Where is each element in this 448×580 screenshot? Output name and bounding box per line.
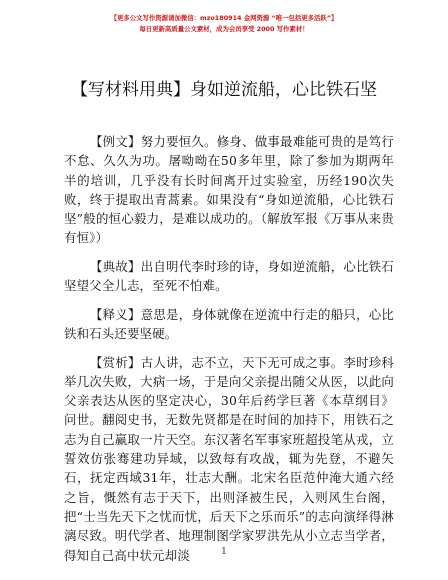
header-promo-line-2: 每日更新高质量公文素材，成为会员享受 2000 写作素材！ xyxy=(139,25,309,33)
paragraph-example xyxy=(64,132,394,248)
paragraph-label: 【例文】 xyxy=(90,134,141,149)
paragraph-appreciation xyxy=(64,353,394,565)
page-title: 【写材料用典】身如逆流船，心比铁石坚 xyxy=(71,80,377,100)
paragraph-meaning xyxy=(64,305,394,344)
article-body xyxy=(64,132,394,574)
paragraph-text: 古人讲，志不立，天下无可成之事。李时珍科举几次失败，大病一场，于是向父亲提出随父从医，以此向父亲表达从医的坚定决心，30年后药学巨著《本草纲目》问世。翻阅史书，无数先贤都是在时间的加持下，用铁石之志为自己赢取一片天空。东汉著名军事家班超投笔从戎，立誓效仿张骞建功异域，以致每有攻战，辄为先登，不避矢石，抚定西域31年，壮志大酬。北宋名臣范仲淹大通六经之旨，慨然有志于天下，出则泽被生民，入则风生台阁，把“士当先天下之忧而忧，后天下之乐而乐”的志向演绎得淋漓尽致。明代学者、地理制图学家罗洪先从小立志当学者，得知自己高中状元却淡 xyxy=(64,354,394,563)
page-number: 1 xyxy=(221,547,227,557)
paragraph-label: 【赏析】 xyxy=(90,354,141,370)
header-promo-line-1: 【更多公文写作资源请加微信：mzo180914 金网资源 “唯一包括更多活跃”】 xyxy=(110,14,338,22)
paragraph-label: 【典故】 xyxy=(90,258,141,274)
paragraph-text: 努力要恒久。修身、做事最难能可贵的是笃行不怠、久久为功。屠呦呦在50多年里，除了参加为期两年半的培训，几乎没有长时间离开过实验室，历经190次失败，终于提取出青蒿素。如果没有“身如逆流船，心比铁石坚”般的恒心毅力，是难以成功的。（解放军报《万事从来贵有恒》） xyxy=(64,134,394,246)
paragraph-label: 【释义】 xyxy=(90,306,141,322)
paragraph-text: 意思是，身体就像在逆流中行走的船只，心比铁和石头还要坚硬。 xyxy=(64,306,394,342)
paragraph-allusion xyxy=(64,257,394,296)
paragraph-text: 出自明代李时珍的诗，身如逆流船，心比铁石坚望父全儿志，至死不怕难。 xyxy=(64,258,394,294)
